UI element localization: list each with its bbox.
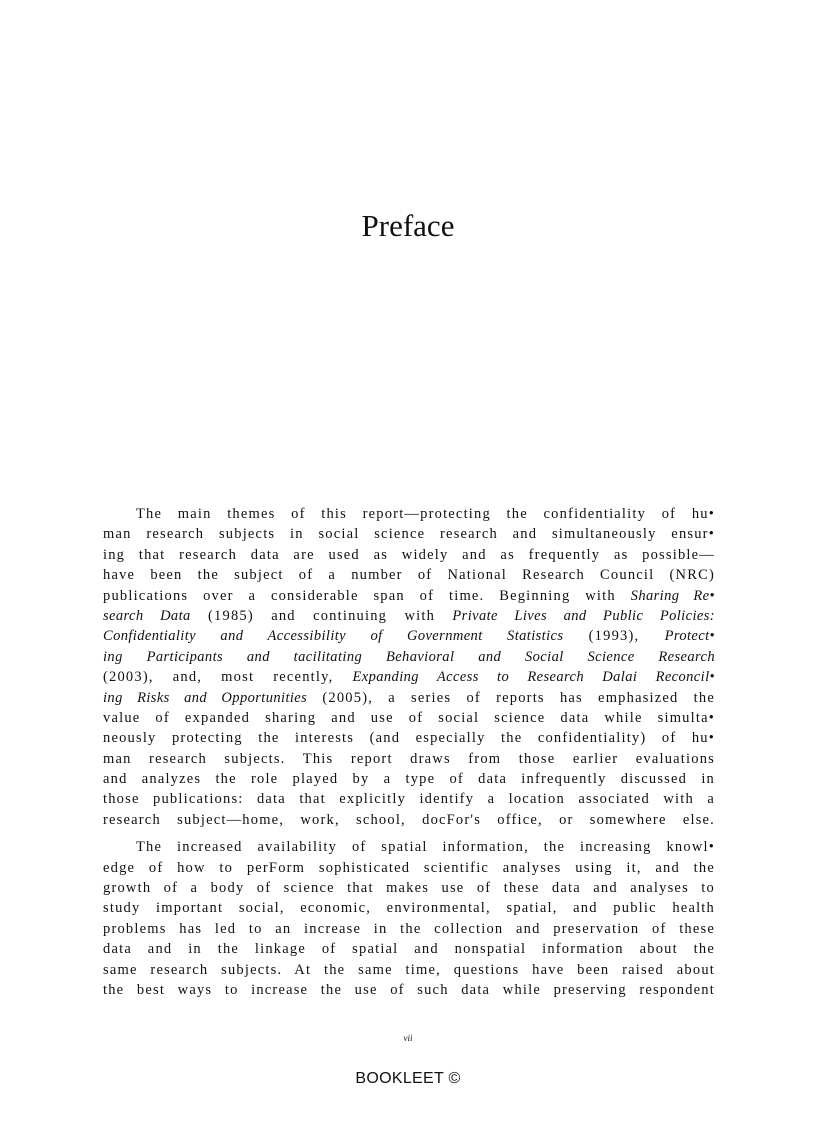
text-line: Confidentiality and Accessibility of Government Statistics (1993), Protect• [103,628,715,645]
text-line: have been the subject of a number of National Research Council (NRC) [103,567,715,584]
text-line: man research subjects in social science research and simultaneously ensur• [103,526,715,543]
text-line: problems has led to an increase in the collection and preservation of these [103,920,715,937]
text-line: study important social, economic, environmental, spatial, and public health [103,900,715,917]
paragraph-2 [103,837,715,1000]
page-number: vii [403,1033,413,1043]
book-title: Expanding Access to Research Dalai Reconcil• [352,669,715,686]
text-line: publications over a considerable span of time. Beginning with Sharing Re• [103,587,715,604]
text-line: those publications: data that explicitly identify a location associated with a [103,791,715,808]
book-title: search Data [103,607,191,624]
text-line: value of expanded sharing and use of social science data while simulta• [103,709,715,726]
paragraph-1 [103,504,715,830]
text-line: same research subjects. At the same time, questions have been raised about [103,961,715,978]
text-line: search Data (1985) and continuing with Private Lives and Public Policies: [103,607,715,624]
book-title: Sharing Re• [630,587,715,604]
text-line [103,647,715,667]
text-line: (2003), and, most recently, Expanding Access to Research Dalai Reconcil• [103,669,715,686]
book-title: Confidentiality and Accessibility of Government Statistics [103,628,564,645]
text-line: growth of a body of science that makes use of these data and analyses to [103,880,715,897]
text-line: neously protecting the interests (and especially the confidentiality) of hu• [103,730,715,747]
book-title: ing Participants and tacilitating Behavioral and Social Science Research [103,648,715,665]
text-line: The increased availability of spatial information, the increasing knowl• [136,839,715,856]
text-line: ing Risks and Opportunities (2005), a series of reports has emphasized the [103,689,715,706]
text-line: and analyzes the role played by a type of data infrequently discussed in [103,771,715,788]
text-line: ing that research data are used as widely and as frequently as possible— [103,546,715,563]
footer-watermark: BOOKLEET © [355,1070,461,1087]
text-line: The main themes of this report—protecting the confidentiality of hu• [136,506,715,522]
book-title: Private Lives and Public Policies: [452,607,715,624]
preface-body [103,504,715,1000]
book-title: ing Risks and Opportunities [103,689,308,706]
page-title: Preface [361,208,455,243]
book-title: Protect• [664,628,715,645]
text-line: data and in the linkage of spatial and nonspatial information about the [103,941,715,958]
text-line: edge of how to perForm sophisticated scientific analyses using it, and the [103,859,715,876]
text-line: man research subjects. This report draws from those earlier evaluations [103,750,715,767]
text-line: the best ways to increase the use of such data while preserving respondent [103,981,715,998]
text-line: research subject—home, work, school, docFor's office, or somewhere else. [103,811,715,828]
